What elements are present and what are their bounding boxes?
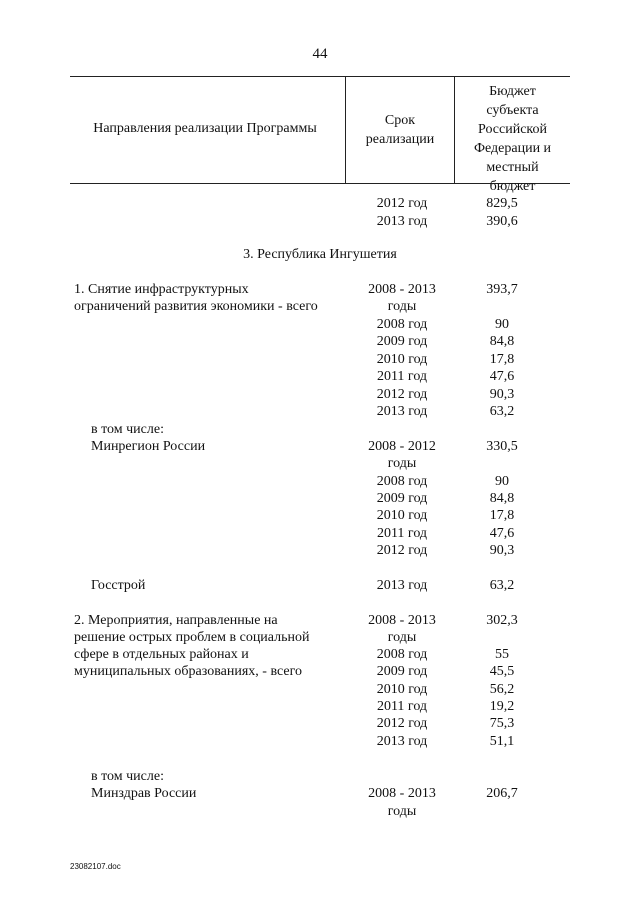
period-cell: 2012 год [376,387,428,402]
direction-cell: в том числе: [91,769,164,784]
period-cell: 2008 год [376,474,428,489]
header-text-line: местный [486,160,539,175]
direction-cell: 1. Снятие инфраструктурных [74,282,249,297]
header-text-line: Федерации и [473,141,552,156]
budget-cell: 90 [495,317,509,332]
period-cell: 2012 год [376,716,428,731]
direction-cell: в том числе: [91,422,164,437]
budget-cell: 55 [495,647,509,662]
budget-cell: 206,7 [486,786,518,801]
budget-cell: 90 [495,474,509,489]
period-cell: 2013 год [376,578,428,593]
period-cell: 2012 год [376,196,428,211]
period-cell: 2010 год [376,682,428,697]
period-cell: 2008 год [376,317,428,332]
header-top-rule [70,76,570,77]
section-heading: 3. Республика Ингушетия [243,247,397,262]
direction-cell: 2. Мероприятия, направленные на [74,613,278,628]
period-cell: 2009 год [376,664,428,679]
period-cell: годы [387,630,417,645]
period-cell: 2010 год [376,508,428,523]
budget-cell: 56,2 [489,682,515,697]
budget-cell: 393,7 [486,282,518,297]
budget-cell: 75,3 [489,716,515,731]
page-number: 44 [312,46,328,62]
period-cell: 2013 год [376,404,428,419]
column-header-direction: Направления реализации Программы [93,121,317,136]
direction-cell: муниципальных образованиях, - всего [74,664,302,679]
budget-cell: 47,6 [489,526,515,541]
direction-cell: ограничений развития экономики - всего [74,299,318,314]
budget-cell: 47,6 [489,369,515,384]
period-cell: 2008 - 2013 [368,282,436,297]
budget-cell: 84,8 [489,334,515,349]
budget-cell: 90,3 [489,543,515,558]
budget-cell: 63,2 [489,404,515,419]
period-cell: 2012 год [376,543,428,558]
budget-cell: 51,1 [489,734,515,749]
period-cell: 2008 - 2012 [368,439,436,454]
budget-cell: 17,8 [489,352,515,367]
period-cell: годы [387,299,417,314]
period-cell: 2011 год [376,526,428,541]
header-text-line: Бюджет [489,84,536,99]
period-cell: годы [387,804,417,819]
header-text-line: субъекта [486,103,539,118]
period-cell: 2009 год [376,491,428,506]
period-cell: 2013 год [376,214,428,229]
period-cell: 2011 год [376,369,428,384]
direction-cell: решение острых проблем в социальной [74,630,310,645]
period-cell: годы [387,456,417,471]
header-text-line: бюджет [489,179,536,194]
direction-cell: Госстрой [91,578,146,593]
direction-cell: Минздрав России [91,786,197,801]
column-header-budget [455,82,570,196]
header-text-line: Российской [478,122,547,137]
budget-cell: 829,5 [486,196,518,211]
direction-cell: Минрегион России [91,439,206,454]
budget-cell: 90,3 [489,387,515,402]
budget-cell: 45,5 [489,664,515,679]
budget-cell: 63,2 [489,578,515,593]
column-header-period [346,111,454,149]
period-cell: 2010 год [376,352,428,367]
budget-cell: 330,5 [486,439,518,454]
header-text-line: Срок [384,113,416,128]
period-cell: 2011 год [376,699,428,714]
period-cell: 2013 год [376,734,428,749]
footer-filename: 23082107.doc [70,862,121,871]
budget-cell: 302,3 [486,613,518,628]
period-cell: 2008 год [376,647,428,662]
period-cell: 2008 - 2013 [368,786,436,801]
budget-cell: 84,8 [489,491,515,506]
budget-cell: 17,8 [489,508,515,523]
budget-cell: 19,2 [489,699,515,714]
direction-cell: сфере в отдельных районах и [74,647,249,662]
header-text-line: реализации [365,132,435,147]
budget-cell: 390,6 [486,214,518,229]
period-cell: 2008 - 2013 [368,613,436,628]
table-header [70,76,570,194]
period-cell: 2009 год [376,334,428,349]
